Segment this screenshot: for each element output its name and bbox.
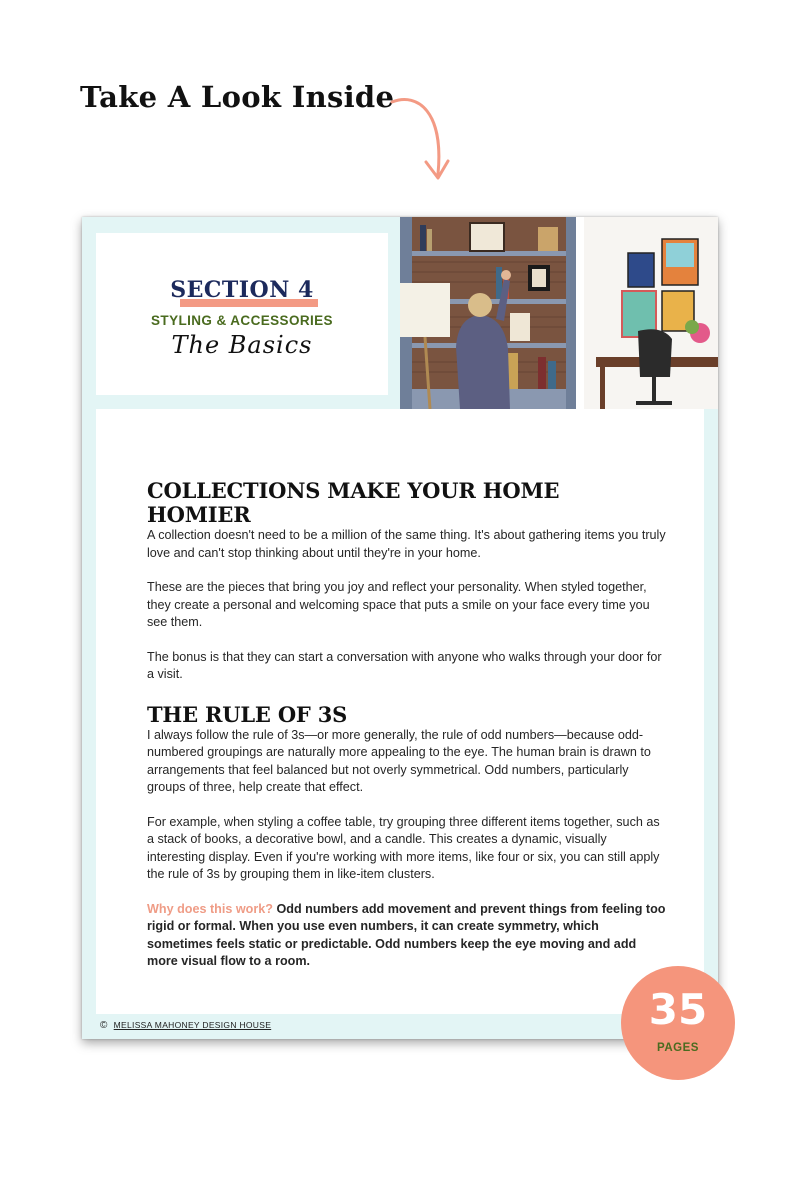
section-number: SECTION 4 <box>170 277 314 303</box>
why-body: Odd numbers add movement and prevent things from feeling too rigid or formal. When you use even numbers, it can create symmetry, which sometimes feels static or predictable. Odd numbers keep the eye moving and add more visual flow to a room. <box>147 901 666 968</box>
section-title-card <box>96 233 388 395</box>
document-preview-page <box>82 217 718 1039</box>
section-subtitle: STYLING & ACCESSORIES <box>151 313 333 328</box>
collections-paragraph-3: The bonus is that they can start a conversation with anyone who walks through your door for a visit. <box>147 649 662 681</box>
collections-paragraph-1: A collection doesn't need to be a million of the same thing. It's about gathering items you truly love and can't stop thinking about until they're in your home. <box>147 528 666 560</box>
curved-arrow-icon <box>388 92 458 187</box>
copyright-icon: © <box>100 1020 108 1031</box>
why-lead: Why does this work? <box>147 901 273 916</box>
page-count: 35 <box>648 985 708 1034</box>
why-paragraph <box>147 901 667 971</box>
rule-paragraph-1: I always follow the rule of 3s—or more generally, the rule of odd numbers—because odd-numbered groupings are naturally more appealing to the eye. The human brain is drawn to arrangements that feel balanced but not overly symmetrical. Odd numbers, particularly groups of three, help create that effect. <box>147 727 651 794</box>
collections-paragraph-2: These are the pieces that bring you joy and reflect your personality. When styled together, they create a personal and welcoming space that puts a smile on your face every time you see them. <box>147 580 650 629</box>
page-count-badge <box>621 966 735 1080</box>
section-script-title: The Basics <box>171 331 313 359</box>
page-count-label: PAGES <box>657 1042 699 1054</box>
page-headline: Take A Look Inside <box>80 80 395 114</box>
article-body <box>96 409 704 1014</box>
room-photo <box>400 217 718 409</box>
rule-of-3s-heading: THE RULE OF 3S <box>147 701 348 727</box>
collections-heading: COLLECTIONS MAKE YOUR HOME HOMIER <box>147 478 560 527</box>
page-footer <box>100 1020 271 1031</box>
rule-paragraph-2: For example, when styling a coffee table, try grouping three different items together, such as a stack of books, a decorative bowl, and a candle. This creates a dynamic, visually interesting display. Even if you're working with more items, like four or six, you can still apply the rule of 3s by grouping them in like-item clusters. <box>147 814 660 881</box>
brand-link[interactable]: MELISSA MAHONEY DESIGN HOUSE <box>113 1020 272 1030</box>
